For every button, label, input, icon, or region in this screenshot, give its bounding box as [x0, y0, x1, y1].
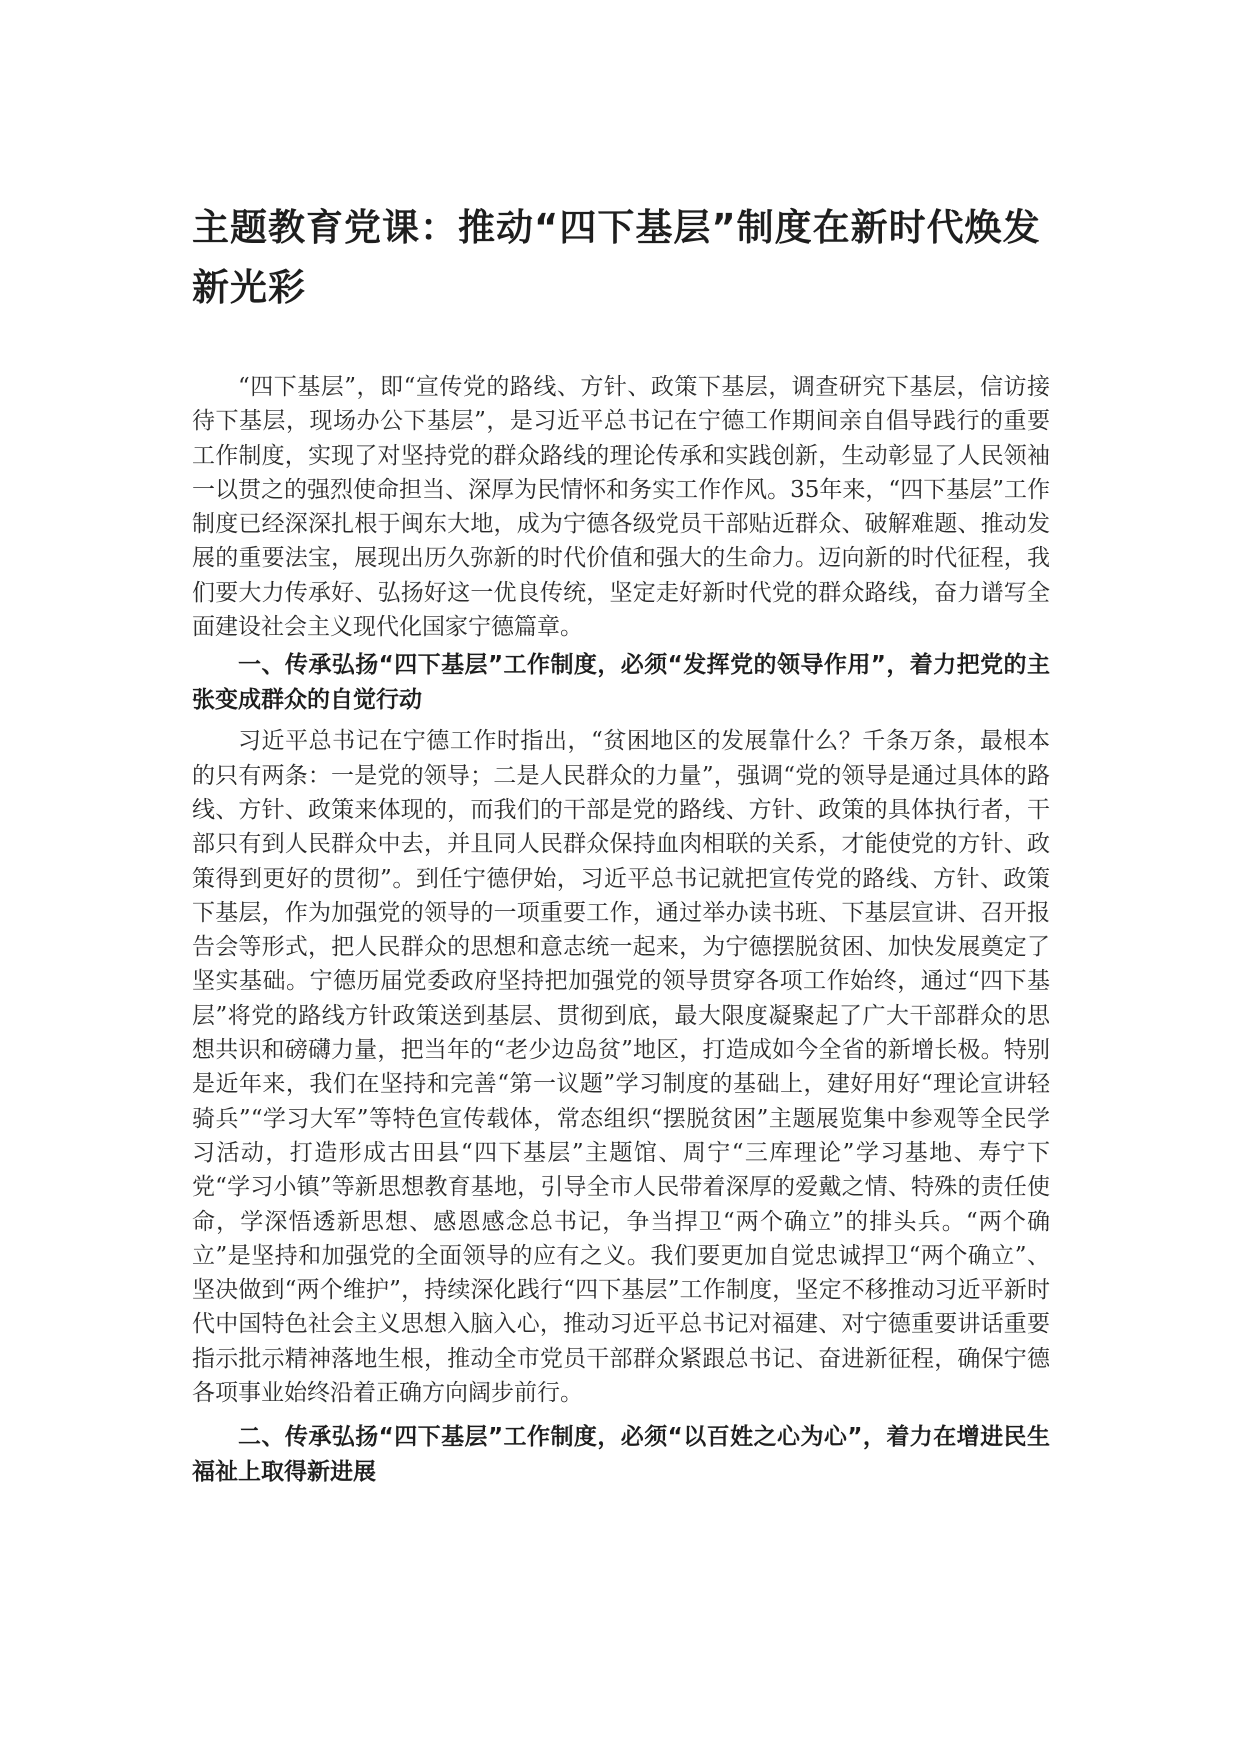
- section-1-paragraph: 习近平总书记在宁德工作时指出，“贫困地区的发展靠什么？千条万条，最根本的只有两条：一是党的领导；二是人民群众的力量”，强调“党的领导是通过具体的路线、方针、政策来体现的，而我们的干部是党的路线、方针、政策的具体执行者，干部只有到人民群众中去，并且同人民群众保持血肉相联的关系，才能使党的方针、政策得到更好的贯彻”。到任宁德伊始，习近平总书记就把宣传党的路线、方针、政策下基层，作为加强党的领导的一项重要工作，通过举办读书班、下基层宣讲、召开报告会等形式，把人民群众的思想和意志统一起来，为宁德摆脱贫困、加快发展奠定了坚实基础。宁德历届党委政府坚持把加强党的领导贯穿各项工作始终，通过“四下基层”将党的路线方针政策送到基层、贯彻到底，最大限度凝聚起了广大干部群众的思想共识和磅礴力量，把当年的“老少边岛贫”地区，打造成如今全省的新增长极。特别是近年来，我们在坚持和完善“第一议题”学习制度的基础上，建好用好“理论宣讲轻骑兵”“学习大军”等特色宣传载体，常态组织“摆脱贫困”主题展览集中参观等全民学习活动，打造形成古田县“四下基层”主题馆、周宁“三库理论”学习基地、寿宁下党“学习小镇”等新思想教育基地，引导全市人民带着深厚的爱戴之情、特殊的责任使命，学深悟透新思想、感恩感念总书记，争当捍卫“两个确立”的排头兵。“两个确立”是坚持和加强党的全面领导的应有之义。我们要更加自觉忠诚捍卫“两个确立”、坚决做到“两个维护”，持续深化践行“四下基层”工作制度，坚定不移推动习近平新时代中国特色社会主义思想入脑入心，推动习近平总书记对福建、对宁德重要讲话重要指示批示精神落地生根，推动全市党员干部群众紧跟总书记、奋进新征程，确保宁德各项事业始终沿着正确方向阔步前行。: [192, 728, 1050, 1407]
- intro-paragraph: “四下基层”，即“宣传党的路线、方针、政策下基层，调查研究下基层，信访接待下基层，现场办公下基层”，是习近平总书记在宁德工作期间亲自倡导践行的重要工作制度，实现了对坚持党的群众路线的理论传承和实践创新，生动彰显了人民领袖一以贯之的强烈使命担当、深厚为民情怀和务实工作作风。35年来，“四下基层”工作制度已经深深扎根于闽东大地，成为宁德各级党员干部贴近群众、破解难题、推动发展的重要法宝，展现出历久弥新的时代价值和强大的生命力。迈向新的时代征程，我们要大力传承好、弘扬好这一优良传统，坚定走好新时代党的群众路线，奋力谱写全面建设社会主义现代化国家宁德篇章。: [192, 374, 1050, 641]
- section-2-heading: 二、传承弘扬“四下基层”工作制度，必须“以百姓之心为心”，着力在增进民生福祉上取得新进展: [192, 1424, 1050, 1486]
- section-1-heading: 一、传承弘扬“四下基层”工作制度，必须“发挥党的领导作用”，着力把党的主张变成群众的自觉行动: [192, 652, 1050, 714]
- document-body: [192, 370, 1050, 1490]
- document-title: 主题教育党课：推动“四下基层”制度在新时代焕发新光彩: [192, 206, 1041, 309]
